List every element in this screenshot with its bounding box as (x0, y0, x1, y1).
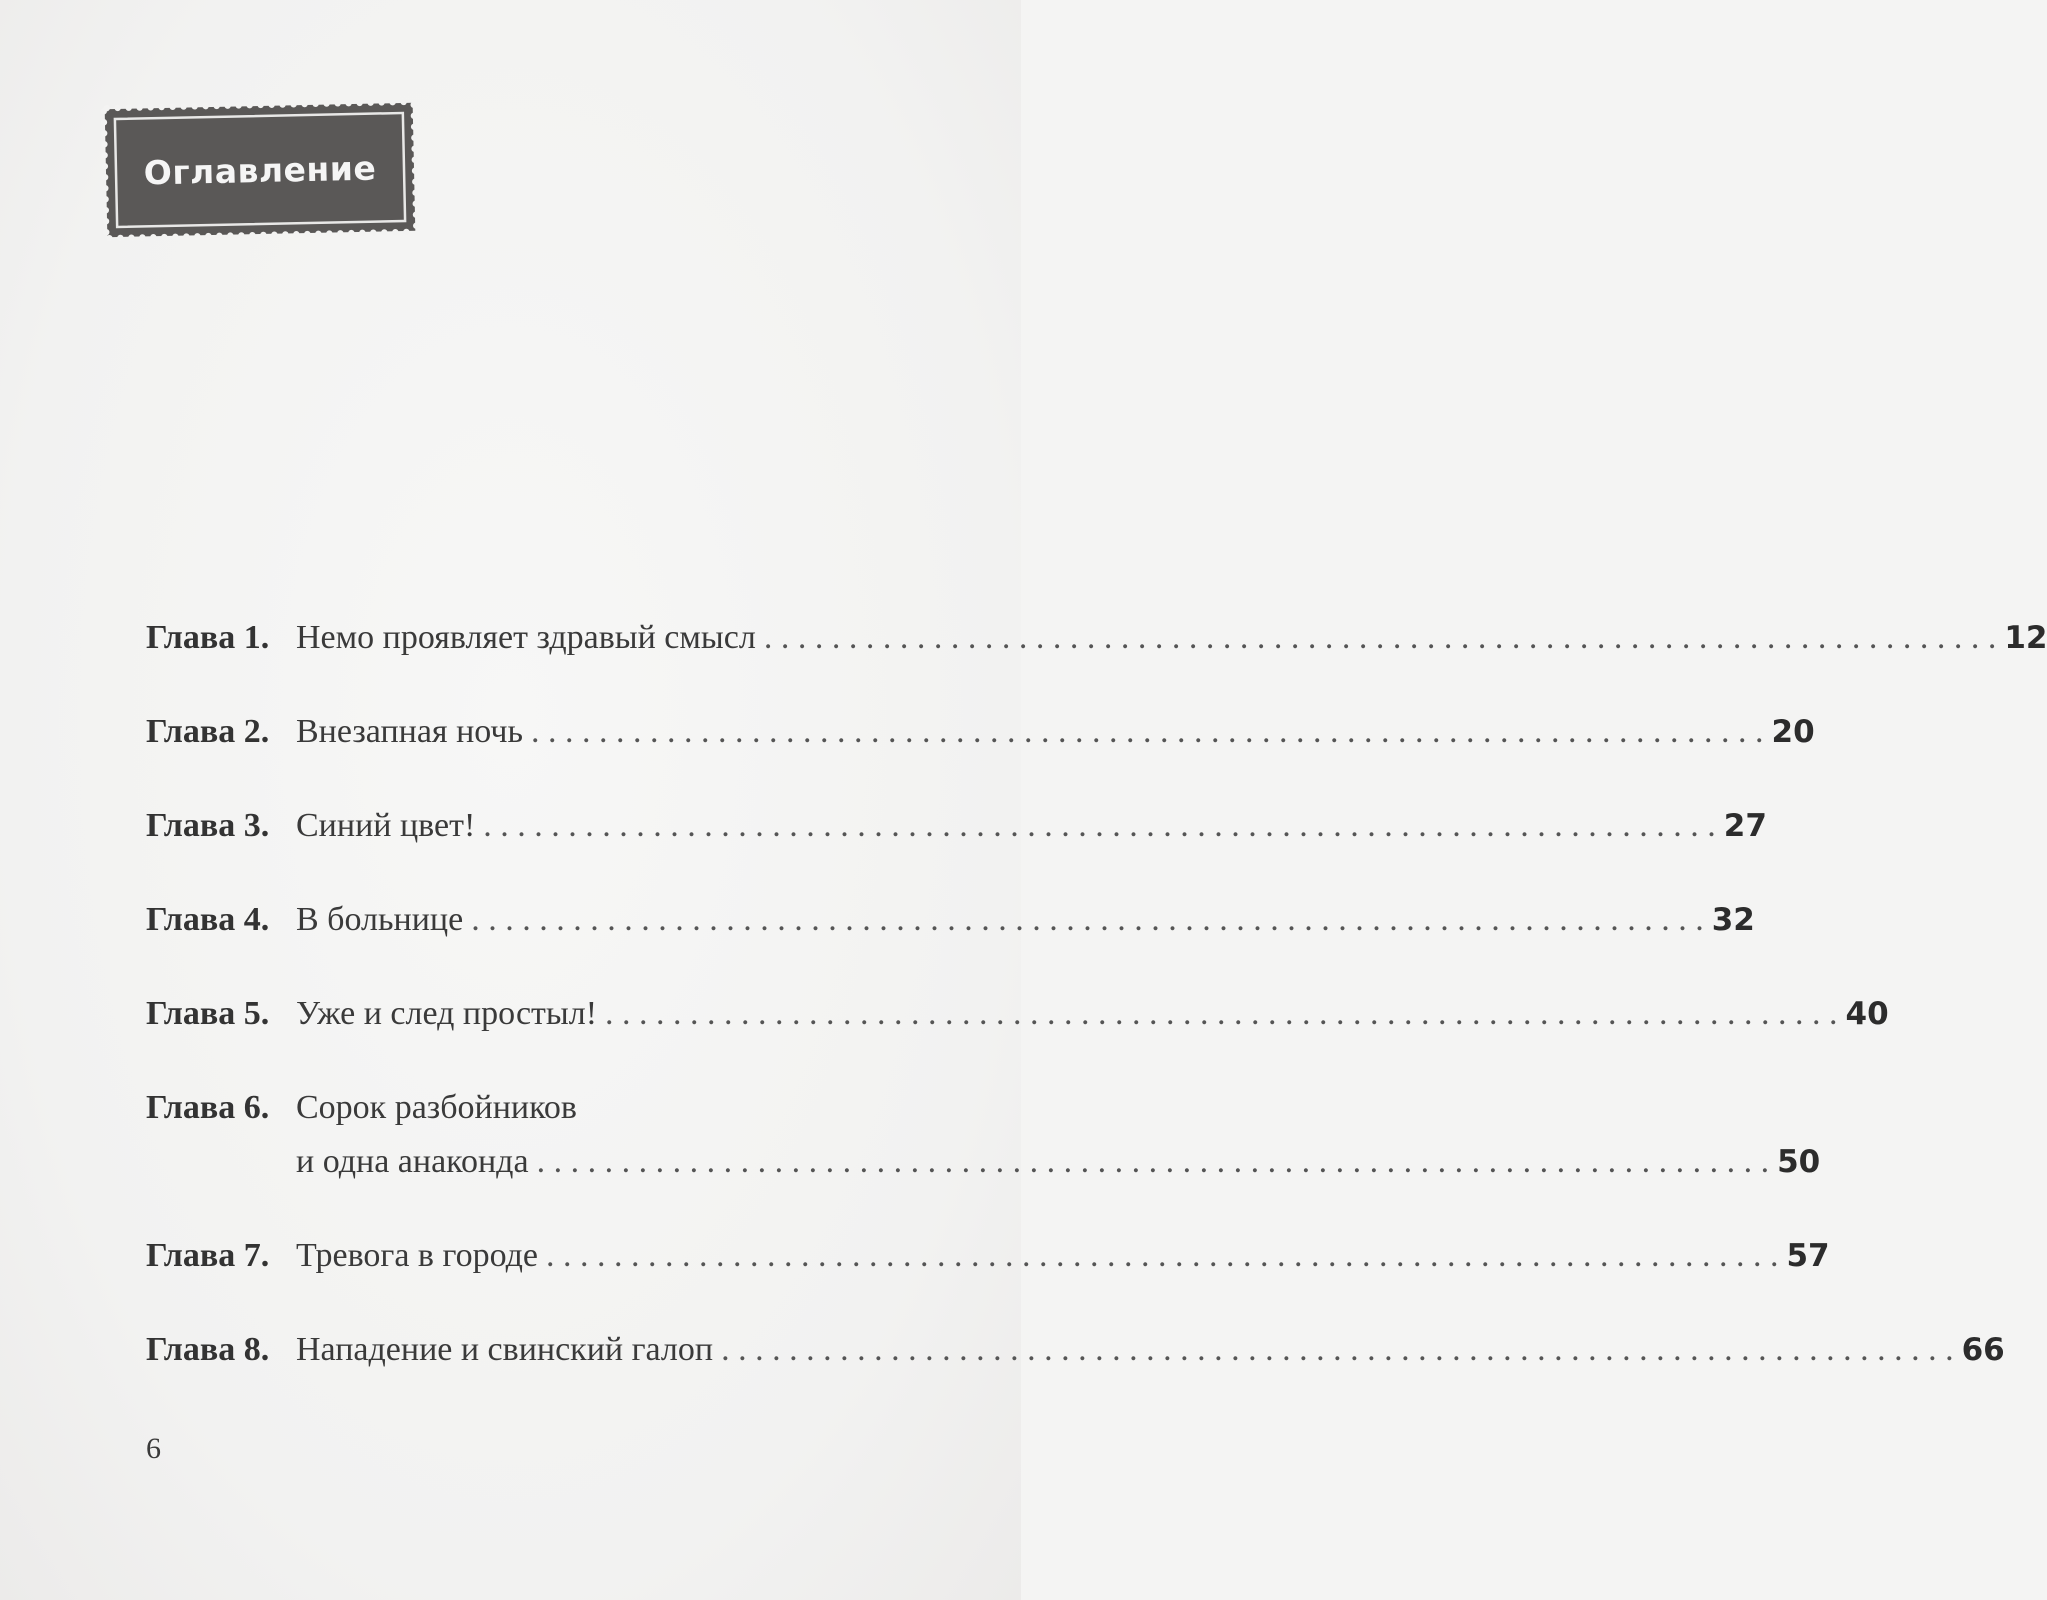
page-title: Оглавление (143, 148, 377, 192)
chapter-title: Немо проявляет здравый смысл (296, 619, 756, 656)
dot-leader (471, 897, 1704, 943)
chapter-label: Глава 4. (146, 901, 270, 938)
dot-leader (537, 1139, 1770, 1185)
dot-leader (483, 803, 1716, 849)
page-number: 20 (1771, 714, 1815, 750)
toc-entry-2[interactable] (146, 709, 1815, 755)
dot-leader (764, 615, 1997, 661)
chapter-title-line-1: Сорок разбойников (296, 1089, 577, 1126)
chapter-title: Внезапная ночь (296, 713, 523, 750)
page-number: 32 (1711, 902, 1755, 938)
toc-entry-7[interactable] (146, 1233, 1830, 1279)
toc-entry-3[interactable] (146, 803, 1767, 849)
toc-entry-5[interactable] (146, 991, 1889, 1037)
toc-entry-6[interactable] (146, 1085, 1821, 1185)
chapter-label: Глава 8. (146, 1331, 270, 1368)
page-number: 12 (2004, 620, 2047, 656)
page-number: 40 (1845, 996, 1889, 1032)
page-number: 57 (1786, 1238, 1830, 1274)
page-number: 27 (1723, 808, 1767, 844)
chapter-label: Глава 1. (146, 619, 270, 656)
dot-leader (721, 1327, 1954, 1373)
page-number: 50 (1777, 1144, 1821, 1180)
dot-leader (531, 709, 1764, 755)
dot-leader (605, 991, 1838, 1037)
toc-entry-4[interactable] (146, 897, 1755, 943)
contents-heading-stamp (99, 97, 422, 244)
chapter-title: Нападение и свинский галоп (296, 1331, 714, 1368)
chapter-title: Тревога в городе (296, 1237, 538, 1274)
chapter-title: Синий цвет! (296, 807, 476, 844)
chapter-label: Глава 6. (146, 1089, 270, 1126)
chapter-label: Глава 3. (146, 807, 270, 844)
chapter-label: Глава 5. (146, 995, 270, 1032)
chapter-title-line-2: и одна анаконда (296, 1143, 529, 1180)
dot-leader (546, 1233, 1779, 1279)
table-of-contents (146, 615, 2047, 1421)
toc-entry-1[interactable] (146, 615, 2047, 661)
chapter-title: В больнице (296, 901, 464, 938)
toc-entry-8[interactable] (146, 1327, 2005, 1373)
chapter-title: Уже и след простыл! (296, 995, 598, 1032)
chapter-label: Глава 7. (146, 1237, 270, 1274)
chapter-label: Глава 2. (146, 713, 270, 750)
page-folio-number: 6 (146, 1432, 161, 1465)
page-number: 66 (1961, 1332, 2005, 1368)
